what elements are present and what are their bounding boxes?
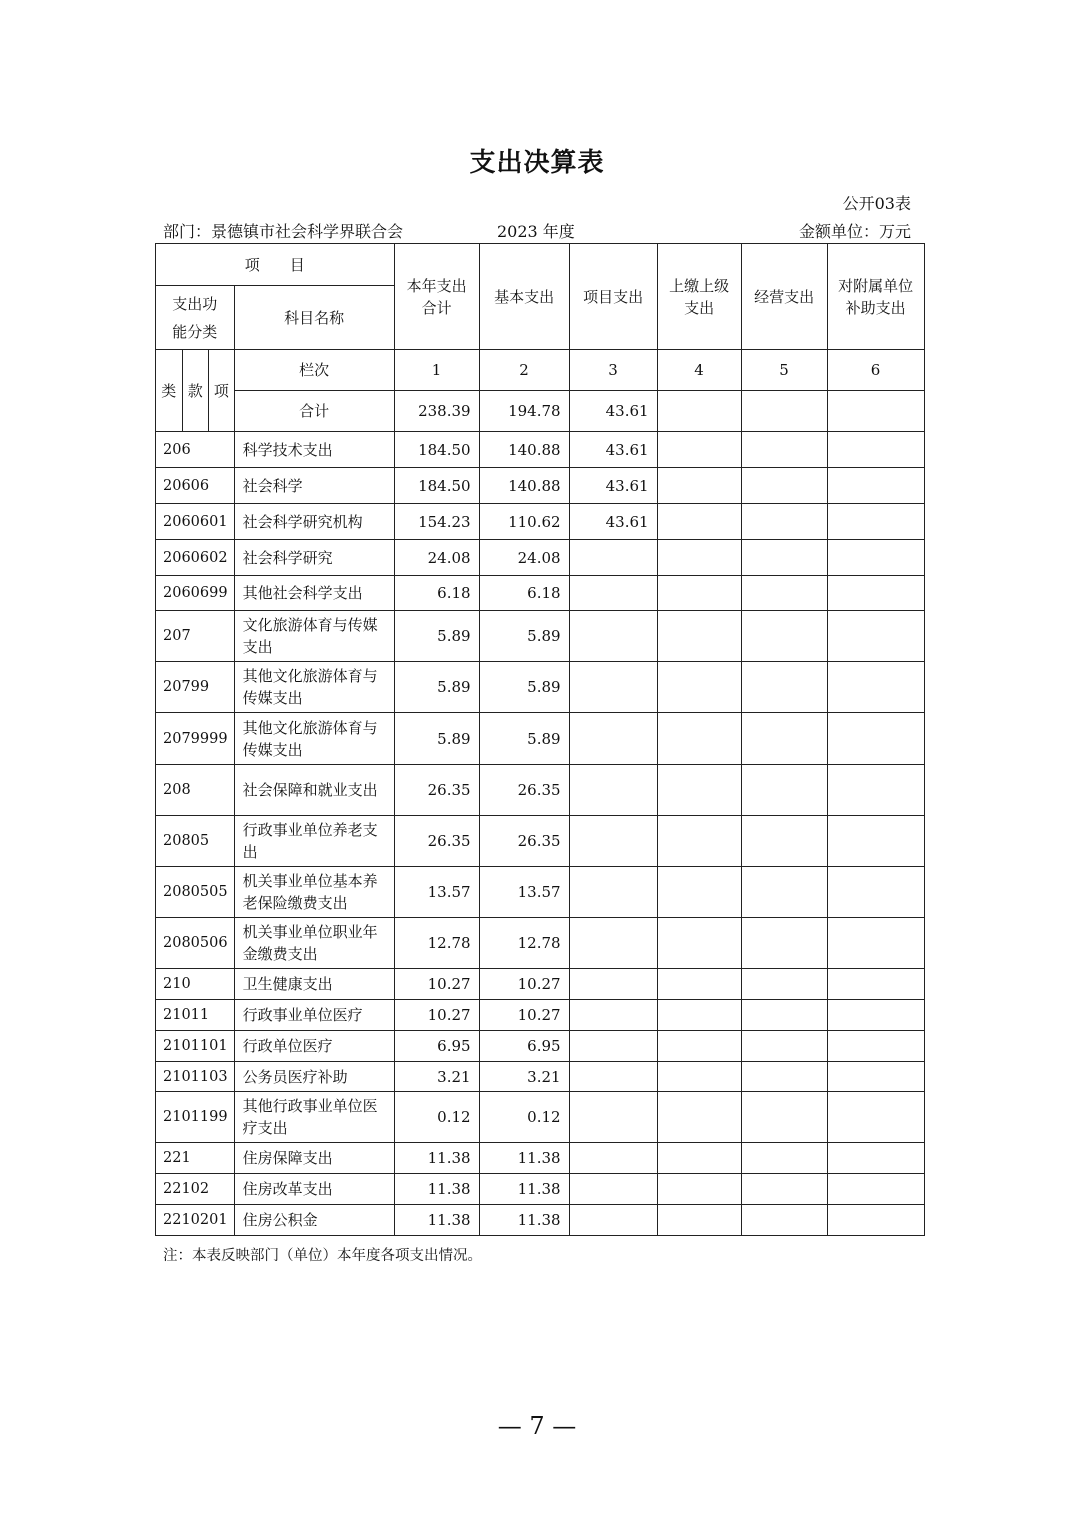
- header-col-1: 本年支出合计: [394, 244, 479, 350]
- table-row: [156, 1092, 925, 1143]
- row-value: [657, 765, 741, 816]
- row-value: 0.12: [394, 1092, 479, 1143]
- row-value: [827, 816, 924, 867]
- row-value: [741, 662, 827, 713]
- row-value: 3.21: [479, 1062, 569, 1092]
- row-value: 26.35: [394, 765, 479, 816]
- row-value: [741, 611, 827, 662]
- row-name: 住房公积金: [234, 1205, 394, 1236]
- row-value: 140.88: [479, 432, 569, 468]
- row-code: 208: [156, 765, 235, 816]
- table-row: [156, 867, 925, 918]
- row-value: 43.61: [569, 432, 657, 468]
- row-value: [569, 576, 657, 611]
- row-value: [827, 1000, 924, 1031]
- total-value: [827, 391, 924, 432]
- row-value: 5.89: [479, 611, 569, 662]
- row-value: [741, 576, 827, 611]
- table-number: 公开03表: [842, 194, 911, 213]
- row-value: 10.27: [394, 969, 479, 1000]
- row-value: [569, 611, 657, 662]
- row-code: 2101103: [156, 1062, 235, 1092]
- row-value: 26.35: [394, 816, 479, 867]
- total-label: 合计: [234, 391, 394, 432]
- row-value: [741, 918, 827, 969]
- row-value: [657, 1174, 741, 1205]
- row-value: 184.50: [394, 468, 479, 504]
- row-value: [569, 1143, 657, 1174]
- row-value: 6.95: [394, 1031, 479, 1062]
- row-value: [569, 918, 657, 969]
- row-value: 11.38: [479, 1205, 569, 1236]
- row-code: 2060699: [156, 576, 235, 611]
- row-name: 社会保障和就业支出: [234, 765, 394, 816]
- row-value: [741, 867, 827, 918]
- row-value: 140.88: [479, 468, 569, 504]
- header-lei: 类: [156, 350, 183, 432]
- row-value: 11.38: [394, 1174, 479, 1205]
- row-value: [569, 1000, 657, 1031]
- header-xiang: 项: [209, 350, 235, 432]
- row-value: [827, 662, 924, 713]
- row-value: 5.89: [479, 713, 569, 765]
- row-value: [569, 540, 657, 576]
- row-value: 13.57: [394, 867, 479, 918]
- row-code: 2101101: [156, 1031, 235, 1062]
- row-code: 206: [156, 432, 235, 468]
- row-value: [827, 713, 924, 765]
- table-row: [156, 662, 925, 713]
- table-row: [156, 918, 925, 969]
- row-value: 184.50: [394, 432, 479, 468]
- table-row: [156, 468, 925, 504]
- header-col-4: 上缴上级支出: [657, 244, 741, 350]
- row-value: [741, 468, 827, 504]
- page-title: 支出决算表: [469, 148, 605, 178]
- row-value: 6.95: [479, 1031, 569, 1062]
- row-code: 2101199: [156, 1092, 235, 1143]
- table-row: [156, 1143, 925, 1174]
- row-value: [827, 867, 924, 918]
- row-value: [741, 713, 827, 765]
- row-code: 2060602: [156, 540, 235, 576]
- row-code: 22102: [156, 1174, 235, 1205]
- row-value: 5.89: [479, 662, 569, 713]
- row-value: [569, 816, 657, 867]
- row-value: [657, 1031, 741, 1062]
- table-row: [156, 1174, 925, 1205]
- row-value: [827, 1205, 924, 1236]
- row-value: [741, 504, 827, 540]
- row-name: 住房改革支出: [234, 1174, 394, 1205]
- row-value: [657, 540, 741, 576]
- row-value: [741, 540, 827, 576]
- table-row: [156, 1031, 925, 1062]
- row-value: 11.38: [479, 1143, 569, 1174]
- row-value: 26.35: [479, 816, 569, 867]
- row-value: [741, 1143, 827, 1174]
- row-value: 24.08: [479, 540, 569, 576]
- row-value: 10.27: [479, 969, 569, 1000]
- row-value: [741, 1174, 827, 1205]
- total-value: 194.78: [479, 391, 569, 432]
- row-value: 5.89: [394, 611, 479, 662]
- row-value: 13.57: [479, 867, 569, 918]
- row-value: 43.61: [569, 504, 657, 540]
- row-value: 11.38: [394, 1143, 479, 1174]
- row-value: [657, 432, 741, 468]
- row-value: [657, 1062, 741, 1092]
- row-value: [741, 1062, 827, 1092]
- row-value: [657, 611, 741, 662]
- row-value: [827, 611, 924, 662]
- expenditure-table: [155, 243, 925, 1236]
- table-row: [156, 1205, 925, 1236]
- table-row: [156, 713, 925, 765]
- row-value: 10.27: [394, 1000, 479, 1031]
- row-name: 社会科学: [234, 468, 394, 504]
- col-num: 2: [479, 350, 569, 391]
- col-num: 4: [657, 350, 741, 391]
- row-value: [827, 468, 924, 504]
- header-subject-name: 科目名称: [234, 286, 394, 350]
- row-name: 行政单位医疗: [234, 1031, 394, 1062]
- row-name: 社会科学研究机构: [234, 504, 394, 540]
- row-name: 行政事业单位医疗: [234, 1000, 394, 1031]
- row-value: [827, 765, 924, 816]
- department-label: 部门：景德镇市社会科学界联合会: [163, 222, 404, 241]
- row-name: 卫生健康支出: [234, 969, 394, 1000]
- table-note: 注：本表反映部门（单位）本年度各项支出情况。: [163, 1248, 482, 1264]
- header-col-3: 项目支出: [569, 244, 657, 350]
- row-code: 221: [156, 1143, 235, 1174]
- row-value: [657, 1205, 741, 1236]
- row-value: [741, 969, 827, 1000]
- row-name: 文化旅游体育与传媒支出: [234, 611, 394, 662]
- row-value: [569, 867, 657, 918]
- row-value: 10.27: [479, 1000, 569, 1031]
- row-value: [741, 432, 827, 468]
- row-value: [657, 867, 741, 918]
- row-name: 机关事业单位基本养老保险缴费支出: [234, 867, 394, 918]
- row-code: 207: [156, 611, 235, 662]
- row-code: 2060601: [156, 504, 235, 540]
- row-value: [827, 576, 924, 611]
- row-value: [741, 1092, 827, 1143]
- row-value: [657, 504, 741, 540]
- row-value: [569, 1062, 657, 1092]
- table-row: [156, 969, 925, 1000]
- row-code: 2079999: [156, 713, 235, 765]
- row-value: [827, 1174, 924, 1205]
- row-value: 26.35: [479, 765, 569, 816]
- row-value: 24.08: [394, 540, 479, 576]
- row-value: [827, 969, 924, 1000]
- table-row: [156, 611, 925, 662]
- row-value: [827, 504, 924, 540]
- table-row: [156, 432, 925, 468]
- row-value: [827, 432, 924, 468]
- header-kuan: 款: [182, 350, 209, 432]
- row-code: 2080506: [156, 918, 235, 969]
- row-name: 行政事业单位养老支出: [234, 816, 394, 867]
- row-value: [827, 540, 924, 576]
- table-row: [156, 540, 925, 576]
- table-row: [156, 765, 925, 816]
- row-value: [569, 713, 657, 765]
- total-value: [657, 391, 741, 432]
- table-row: [156, 504, 925, 540]
- row-name: 机关事业单位职业年金缴费支出: [234, 918, 394, 969]
- row-code: 21011: [156, 1000, 235, 1031]
- header-item: 项 目: [156, 244, 395, 286]
- row-value: [657, 1092, 741, 1143]
- row-value: 110.62: [479, 504, 569, 540]
- row-value: 6.18: [479, 576, 569, 611]
- row-value: [569, 1205, 657, 1236]
- row-code: 20606: [156, 468, 235, 504]
- row-name: 科学技术支出: [234, 432, 394, 468]
- header-col-5: 经营支出: [741, 244, 827, 350]
- row-name: 住房保障支出: [234, 1143, 394, 1174]
- row-name: 其他社会科学支出: [234, 576, 394, 611]
- row-value: [657, 713, 741, 765]
- header-lanci: 栏次: [234, 350, 394, 391]
- row-value: 12.78: [479, 918, 569, 969]
- header-func-class: 支出功能分类: [156, 286, 235, 350]
- row-name: 公务员医疗补助: [234, 1062, 394, 1092]
- row-value: [827, 1092, 924, 1143]
- row-value: [657, 662, 741, 713]
- row-value: [657, 1000, 741, 1031]
- col-num: 5: [741, 350, 827, 391]
- row-value: [741, 816, 827, 867]
- row-value: [741, 1205, 827, 1236]
- row-code: 20799: [156, 662, 235, 713]
- row-value: [741, 765, 827, 816]
- table-row: [156, 1000, 925, 1031]
- row-value: [657, 816, 741, 867]
- row-value: [827, 918, 924, 969]
- header-col-2: 基本支出: [479, 244, 569, 350]
- row-value: [827, 1031, 924, 1062]
- table-row: [156, 1062, 925, 1092]
- row-value: [827, 1143, 924, 1174]
- row-code: 210: [156, 969, 235, 1000]
- row-value: 12.78: [394, 918, 479, 969]
- col-num: 6: [827, 350, 924, 391]
- table-row: [156, 816, 925, 867]
- unit-label: 金额单位：万元: [798, 222, 911, 241]
- row-name: 其他文化旅游体育与传媒支出: [234, 662, 394, 713]
- row-name: 其他行政事业单位医疗支出: [234, 1092, 394, 1143]
- row-value: 0.12: [479, 1092, 569, 1143]
- row-value: [657, 1143, 741, 1174]
- row-value: 5.89: [394, 662, 479, 713]
- row-value: [569, 1174, 657, 1205]
- row-value: [657, 468, 741, 504]
- row-value: 6.18: [394, 576, 479, 611]
- row-code: 20805: [156, 816, 235, 867]
- row-value: [741, 1031, 827, 1062]
- row-value: 11.38: [479, 1174, 569, 1205]
- row-name: 其他文化旅游体育与传媒支出: [234, 713, 394, 765]
- row-value: 11.38: [394, 1205, 479, 1236]
- row-name: 社会科学研究: [234, 540, 394, 576]
- row-value: [657, 576, 741, 611]
- total-value: [741, 391, 827, 432]
- row-value: [657, 969, 741, 1000]
- row-value: [569, 662, 657, 713]
- row-value: [741, 1000, 827, 1031]
- row-value: [569, 1092, 657, 1143]
- col-num: 3: [569, 350, 657, 391]
- row-value: [569, 969, 657, 1000]
- row-value: [569, 765, 657, 816]
- col-num: 1: [394, 350, 479, 391]
- total-value: 43.61: [569, 391, 657, 432]
- row-value: [827, 1062, 924, 1092]
- year-label: 2023 年度: [497, 222, 575, 241]
- row-value: 154.23: [394, 504, 479, 540]
- total-row: [156, 391, 925, 432]
- row-value: 43.61: [569, 468, 657, 504]
- row-code: 2080505: [156, 867, 235, 918]
- row-value: [569, 1031, 657, 1062]
- header-col-6: 对附属单位补助支出: [827, 244, 924, 350]
- table-row: [156, 576, 925, 611]
- page-number: — 7 —: [497, 1412, 577, 1440]
- row-code: 2210201: [156, 1205, 235, 1236]
- total-value: 238.39: [394, 391, 479, 432]
- row-value: [657, 918, 741, 969]
- row-value: 5.89: [394, 713, 479, 765]
- row-value: 3.21: [394, 1062, 479, 1092]
